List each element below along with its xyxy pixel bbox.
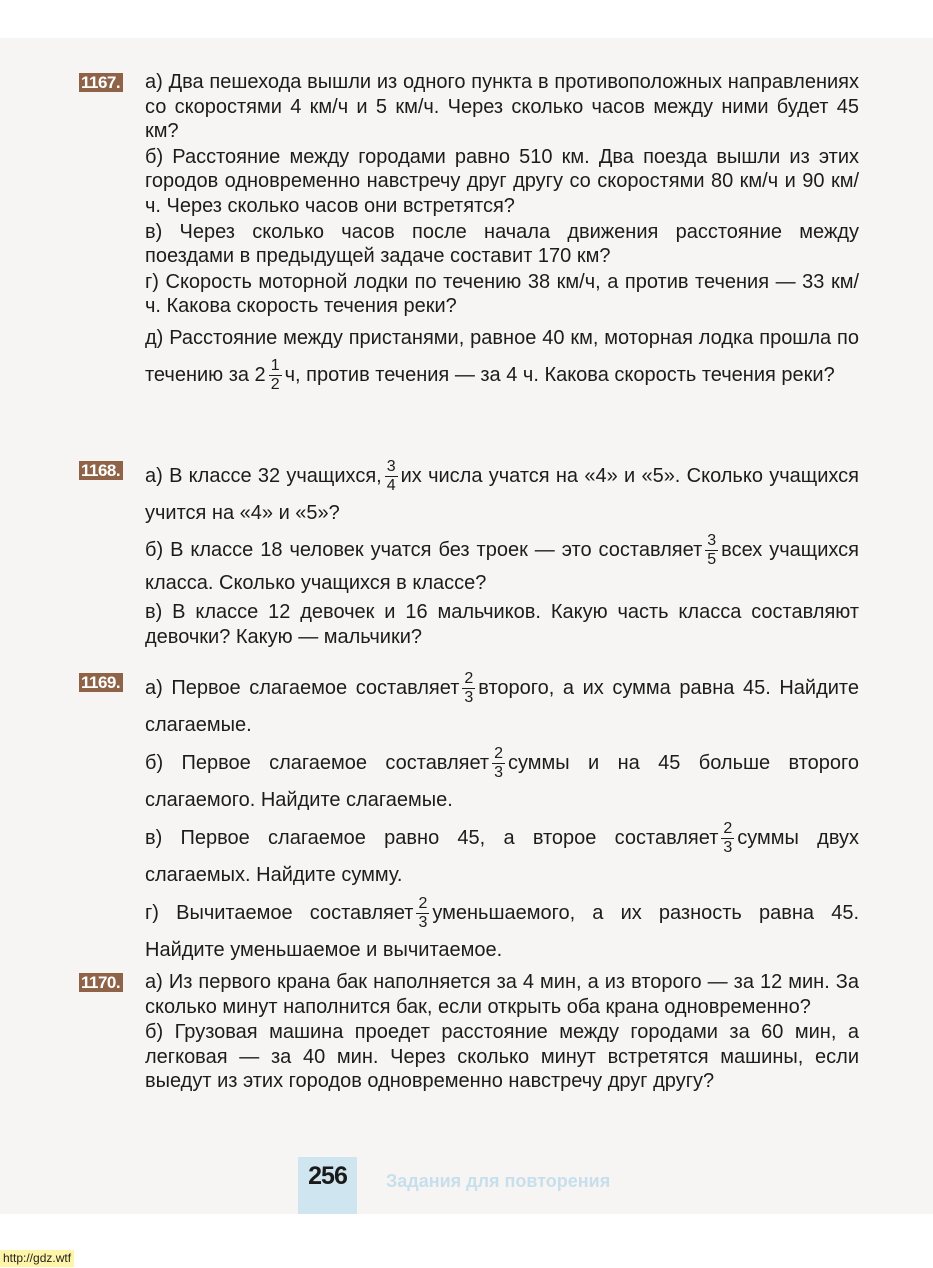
problem-part: б) Расстояние между городами равно 510 км. Два поезда вышли из этих городов одновременно навстречу друг другу со скоростями 80 км/ч и 90 км/ч. Через сколько часов они встретятся? xyxy=(145,145,859,217)
problem-part xyxy=(145,533,859,599)
fraction-denominator: 3 xyxy=(464,689,474,707)
fraction xyxy=(721,821,734,856)
fraction-numerator: 2 xyxy=(418,895,428,913)
problem-part: б) Грузовая машина проедет расстояние между городами за 60 мин, а легковая — за 40 мин. Через сколько минут встретятся машины, если выедут из этих городов одновременно навстречу друг другу? xyxy=(145,1021,859,1093)
problem-part xyxy=(145,895,859,969)
part-text: всех учащихся класса. Сколько учащихся в классе? xyxy=(145,538,860,594)
part-text: д) Расстояние между пристанями, равное 40 км, моторная лодка прошла по течению за 2 xyxy=(145,326,859,386)
fraction-denominator: 3 xyxy=(418,914,428,932)
problem-number: 1170. xyxy=(79,973,123,992)
fraction-denominator: 3 xyxy=(494,764,504,782)
fraction xyxy=(385,459,398,494)
fraction-numerator: 2 xyxy=(723,820,733,838)
problem-part xyxy=(145,458,859,532)
part-text: а) В классе 32 учащихся, xyxy=(145,465,382,487)
part-text: в) Первое слагаемое равно 45, а второе составляет xyxy=(145,827,719,849)
problem-part: а) Из первого крана бак наполняется за 4 мин, а из второго — за 12 мин. За сколько минут наполнится бак, если открыть оба крана одновременно? xyxy=(145,971,859,1018)
problem-1168 xyxy=(79,458,859,650)
section-title: Задания для повторения xyxy=(386,1171,611,1191)
part-text: ч, против течения — за 4 ч. Какова скорость течения реки? xyxy=(284,363,835,386)
fraction xyxy=(416,896,429,931)
problem-number: 1169. xyxy=(79,673,123,692)
fraction xyxy=(705,533,718,568)
page-number: 256 xyxy=(308,1162,347,1190)
problem-number: 1168. xyxy=(79,461,123,480)
fraction xyxy=(492,746,505,781)
problem-part xyxy=(145,670,859,744)
problem-part xyxy=(145,745,859,819)
problem-part: а) Два пешехода вышли из одного пункта в противоположных направлениях со скоростями 4 км/ч и 5 км/ч. Через сколько часов между ними будет 45 км? xyxy=(145,71,859,143)
part-text: б) В классе 18 человек учатся без троек — это составляет xyxy=(145,538,703,561)
part-text: б) Первое слагаемое составляет xyxy=(145,752,490,774)
problem-number: 1167. xyxy=(79,73,123,92)
problem-1170 xyxy=(79,970,859,1095)
fraction-numerator: 1 xyxy=(270,357,280,375)
part-text: уменьшаемого, а их разность равна 45. Найдите уменьшаемое и вычитаемое. xyxy=(145,902,859,961)
fraction-denominator: 5 xyxy=(707,551,717,568)
fraction-numerator: 3 xyxy=(707,532,717,549)
problem-1167 xyxy=(79,70,859,395)
part-text: суммы двух слагаемых. Найдите сумму. xyxy=(145,827,860,886)
fraction-denominator: 4 xyxy=(386,477,396,495)
fraction-numerator: 2 xyxy=(494,745,504,763)
fraction-denominator: 2 xyxy=(270,376,280,394)
watermark-link[interactable]: http://gdz.wtf xyxy=(0,1250,74,1267)
fraction xyxy=(462,671,475,706)
problem-part xyxy=(145,320,859,394)
problem-1169 xyxy=(79,670,859,970)
part-text: а) Первое слагаемое составляет xyxy=(145,677,460,699)
fraction-denominator: 3 xyxy=(723,839,733,857)
problem-part: в) В классе 12 девочек и 16 мальчиков. Какую часть класса составляют девочки? Какую — мальчики? xyxy=(145,601,859,648)
fraction-numerator: 2 xyxy=(464,670,474,688)
part-text: их числа учатся на «4» и «5». Сколько учащихся учится на «4» и «5»? xyxy=(145,465,859,524)
part-text: суммы и на 45 больше второго слагаемого. Найдите слагаемые. xyxy=(145,752,860,811)
problem-part: г) Скорость моторной лодки по течению 38 км/ч, а против течения — 33 км/ч. Какова скорость течения реки? xyxy=(145,270,859,318)
part-text: г) Вычитаемое составляет xyxy=(145,902,414,924)
part-text: второго, а их сумма равна 45. Найдите слагаемые. xyxy=(145,677,859,736)
fraction xyxy=(269,358,282,393)
problem-part xyxy=(145,820,859,894)
problem-part: в) Через сколько часов после начала движения расстояние между поездами в предыдущей задаче составит 170 км? xyxy=(145,220,859,268)
fraction-numerator: 3 xyxy=(386,458,396,476)
